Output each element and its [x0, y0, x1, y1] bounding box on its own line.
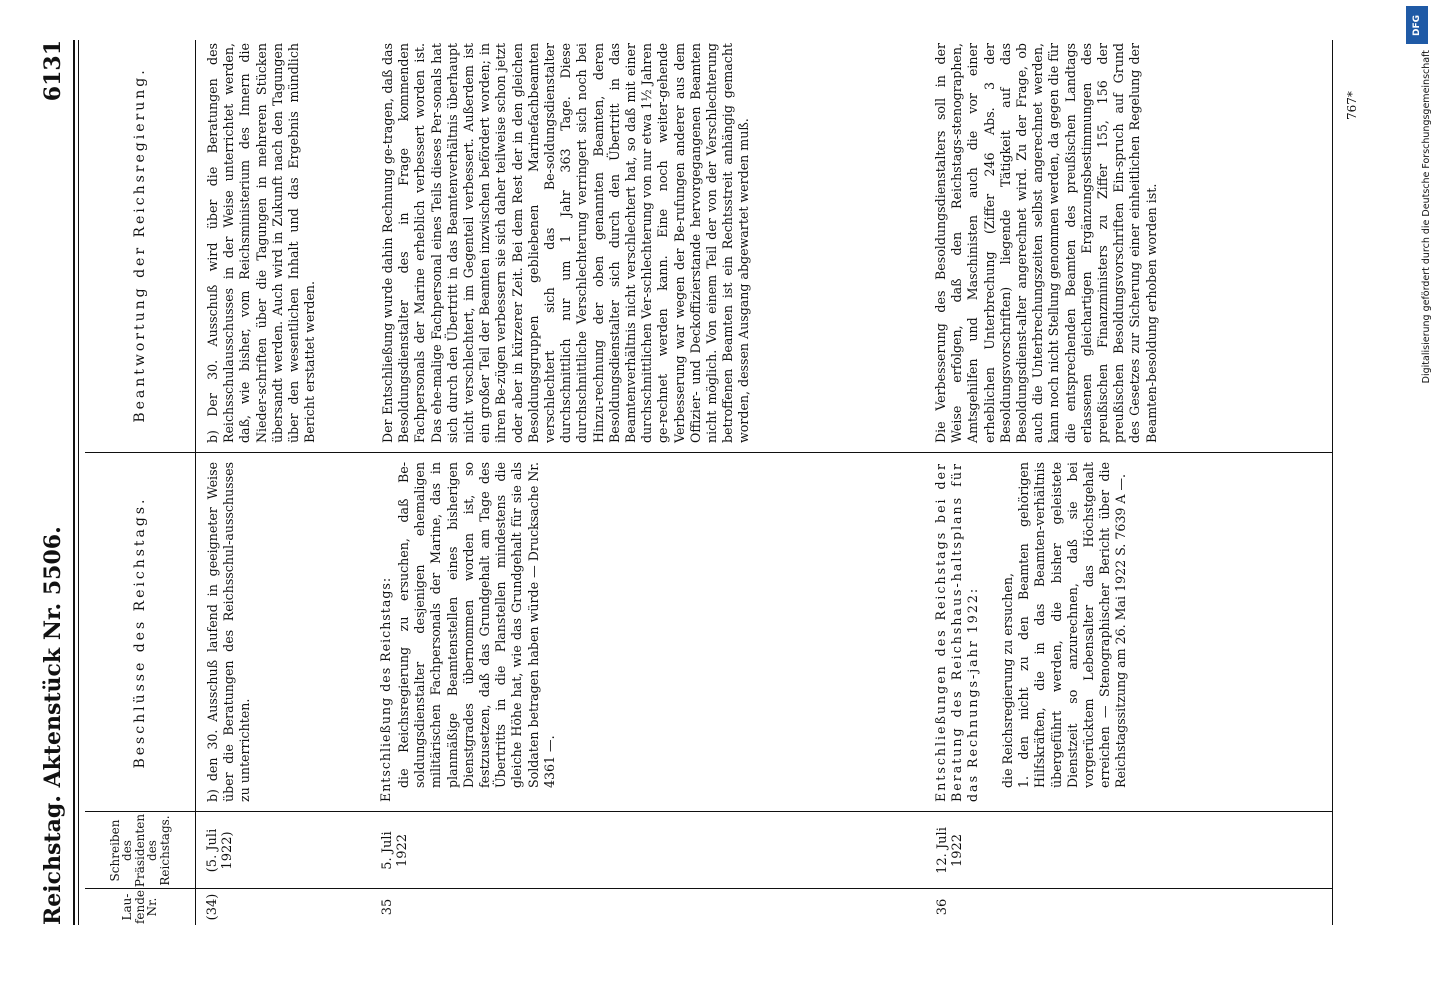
page-foot-signature: 767* [1345, 91, 1359, 120]
column-rule [85, 452, 1332, 453]
beschluss-text: die Reichsregierung zu ersuchen, daß Be-soldungsdienstalter desjenigen ehemaligen militärischen Fachpersonals der Marine, das in planmäßige Beamtenstellen eines bisherigen Dienstgrades übernommen worden ist, so festzusetzen, daß das Grundgehalt am Tage des Übertritts in die Planstellen mindestens die gleiche Höhe hat, wie das Grundgehalt für sie als Soldaten betragen haben würde — Drucksache Nr. 4361 —. [396, 462, 557, 788]
dfg-logo: DFG [1406, 6, 1428, 44]
digitization-note: Digitalisierung gefördert durch die Deutsche Forschungsgemeinschaft [1421, 50, 1432, 384]
column-rule [85, 811, 1332, 812]
column-header-antwort: Beantwortung der Reichsregierung. [131, 67, 148, 423]
beschluss-heading: Entschließung des Reichstags: [378, 576, 393, 802]
antwort-text: b) Der 30. Ausschuß wird über die Beratungen des Reichsschulausschusses in der Weise unterrichtet werden, daß, wie bisher, vom Reichsministerium des Innern die Nieder-schriften über die Tagungen in mehreren Stücken übersandt werden. Auch wird in Zukunft nach den Tagungen über den wesentlichen Inhalt und das Ergebnis mündlich Bericht erstattet werden. [205, 43, 318, 443]
header-rule-thick [73, 40, 75, 925]
column-header-beschluesse: Beschlüsse des Reichstags. [131, 496, 148, 769]
table-bottom-rule [1332, 40, 1333, 925]
row-number: 36 [935, 898, 950, 916]
row-number: (34) [205, 893, 220, 921]
row-date: 5. Juli 1922 [380, 831, 410, 870]
header-separator [195, 40, 196, 925]
row-date: (5. Juli 1922) [205, 828, 235, 873]
beschluss-heading: Entschließungen des Reichstags bei der Beratung des Reichshaus-haltsplans für das Rechnungs-jahr 1922: [933, 462, 981, 802]
antwort-text: Die Verbesserung des Besoldungsdienstalters soll in der Weise erfolgen, daß den Reichstags-stenographen, Amtsgehilfen und Maschinisten auch die vor einer erheblichen Unterbrechung (Ziffer 246 Abs. 3 der Besoldungsvorschriften) liegende Tätigkeit auf das Besoldungsdienst-alter angerechnet wird. Zu der Frage, ob auch die Unterbrechungszeiten selbst angerechnet werden, kann noch nicht Stellung genommen werden, da gegen die für die entsprechenden Beamten des preußischen Landtags erlassenen gleichartigen Ergänzungsbestimmungen des preußischen Finanzministers zu Ziffer 155, 156 der preußischen Besoldungsvorschriften Ein-spruch auf Grund des Gesetzes zur Sicherung einer einheitlichen Regelung der Beamten-besoldung erhoben worden ist. [933, 43, 1159, 443]
beschluss-text: b) den 30. Ausschuß laufend in geeigneter Weise über die Beratungen des Reichsschul-ausschusses zu unterrichten. [205, 462, 253, 802]
row-date: 12. Juli 1922 [935, 827, 965, 874]
column-rule [85, 888, 1332, 889]
row-number: 35 [380, 898, 395, 916]
column-header-date: Schreiben des Präsidenten des Reichstags. [107, 813, 172, 888]
beschluss-text: die Reichsregierung zu ersuchen, 1. den nicht zu den Beamten gehörigen Hilfskräften, die in das Beamten-verhältnis übergeführt werden, die bisher geleistete Dienstzeit so anzurechnen, daß sie bei vorgerücktem Lebensalter das Höchstgehalt erreichen — Stenographischer Bericht über die Reichstagssitzung am 26. Mai 1922 S. 7639 A —. [1000, 462, 1129, 788]
antwort-text: Der Entschließung wurde dahin Rechnung ge-tragen, daß das Besoldungsdienstalter des in Frage kommenden Fachpersonals der Marine erheblich verbessert worden ist. Das ehe-malige Fachpersonal eines Teils dieses Per-sonals hat sich durch den Übertritt in das Beamtenverhältnis überhaupt nicht verschlechtert, im Gegenteil verbessert. Außerdem ist ein großer Teil der Beamten inzwischen befördert worden; in ihren Be-zügen verbessern sie sich daher teilweise schon jetzt oder aber in kürzerer Zeit. Bei dem Rest der in den gleichen Besoldungsgruppen gebliebenen Marinefachbeamten verschlechtert sich das Be-soldungsdienstalter durchschnittlich nur um 1 Jahr 363 Tage. Diese durchschnittliche Verschlechterung verringert sich noch bei Hinzu-rechnung der oben genannten Beamten, deren Besoldungsdienstalter sich durch den Übertritt in das Beamtenverhältnis nicht verschlechtert hat, so daß mit einer durchschnittlichen Ver-schlechterung von nur etwa 1½ Jahren ge-rechnet werden kann. Eine noch weiter-gehende Verbesserung war wegen der Be-rufungen anderer aus dem Offizier- und Deckoffizierstande hervorgegangenen Beamten nicht möglich. Von einem Teil der von der Verschlechterung betroffenen Beamten ist ein Rechtsstreit anhängig gemacht worden, dessen Ausgang abgewartet werden muß. [380, 43, 752, 443]
page-number: 6131 [40, 40, 66, 102]
page-header-title: Reichstag. Aktenstück Nr. 5506. [40, 526, 66, 925]
column-header-nr: Lau- fende Nr. [120, 889, 160, 925]
header-rule-thin [78, 40, 79, 925]
